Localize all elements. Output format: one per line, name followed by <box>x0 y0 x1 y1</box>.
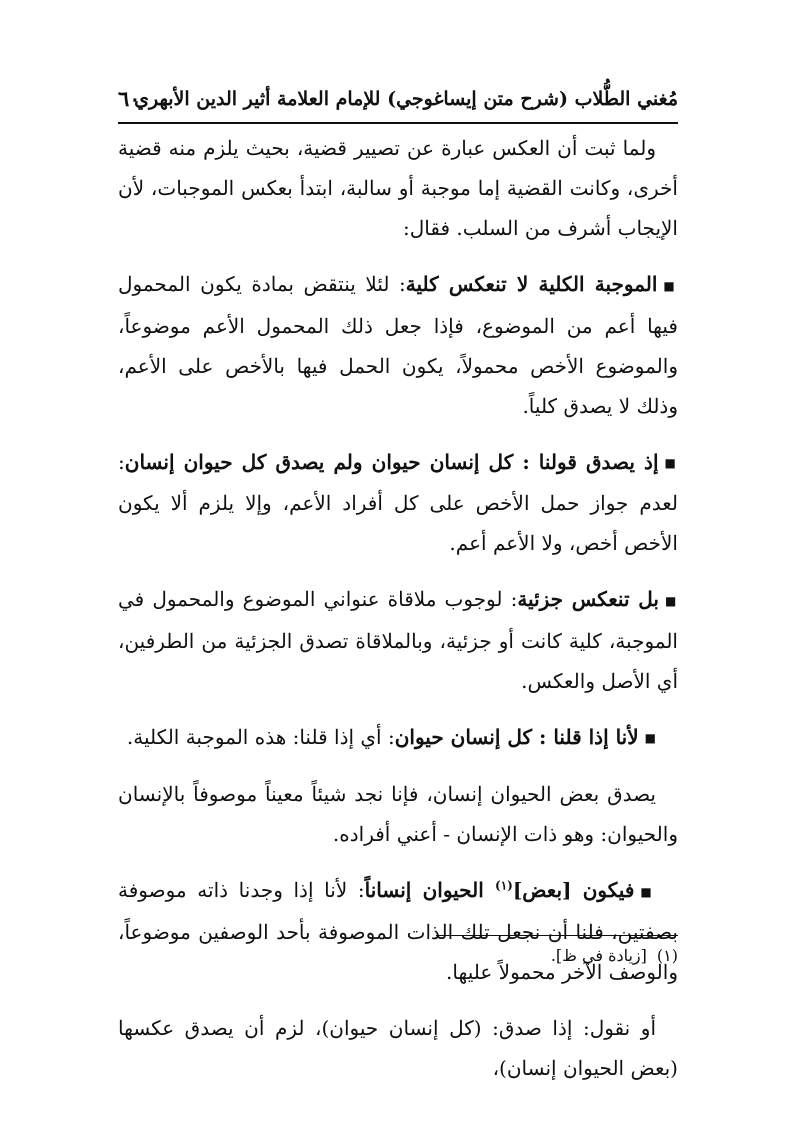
paragraph-plain <box>118 1008 678 1088</box>
footnote <box>278 944 678 968</box>
paragraph-text: : لعدم جواز حمل الأخص على كل أفراد الأعم، وإلا يلزم ألا يكون الأخص أخص، ولا الأعم أعم. <box>118 449 678 555</box>
paragraph-text: : لوجوب ملاقاة عنواني الموضوع والمحمول في الموجبة، كلية كانت أو جزئية، وبالملاقاة تصدق الجزئية من الطرفين، أي الأصل والعكس. <box>118 587 678 693</box>
paragraph-text: ولما ثبت أن العكس عبارة عن تصيير قضية، بحيث يلزم منه قضية أخرى، وكانت القضية إما موجبة أو سالبة، ابتدأ بعكس الموجبات، لأن الإيجاب أشرف من السلب. فقال: <box>118 136 678 240</box>
bullet-square-icon: ■ <box>640 884 657 899</box>
page-number: ٦٠ <box>118 86 141 111</box>
paragraph-commentary <box>118 579 678 701</box>
matn-lemma: الموجبة الكلية لا تنعكس كلية <box>405 272 658 296</box>
paragraph-commentary <box>118 442 678 564</box>
footnote-marker: (١) <box>495 878 513 893</box>
matn-lemma: بل تنعكس جزئية <box>517 587 659 611</box>
paragraph-intro <box>118 128 678 248</box>
paragraph-text: : لئلا ينتقض بمادة يكون المحمول فيها أعم من الموضوع، فإذا جعل ذلك المحمول الأعم موضوعاً، والموضوع الأخص محمولاً، يكون الحمل فيها بالأخص على الأعم، وذلك لا يصدق كلياً. <box>118 272 678 418</box>
matn-lemma-continued: الحيوان إنساناً <box>364 878 495 902</box>
paragraph-commentary <box>118 717 678 759</box>
paragraph-text: : لأنا إذا وجدنا ذاته موصوفة بصفتين، فلنا أن نجعل تلك الذات الموصوفة بأحد الوصفين موضوعاً، والوصف الآخر محمولاً عليها. <box>118 878 678 984</box>
footnote-text: [زيادة في ظ]. <box>550 946 647 965</box>
bullet-square-icon: ■ <box>663 278 678 293</box>
matn-lemma: إذ يصدق قولنا : كل إنسان حيوان ولم يصدق كل حيوان إنسان <box>124 449 659 474</box>
footnote-divider <box>436 935 678 936</box>
bullet-square-icon: ■ <box>644 731 656 745</box>
paragraph-plain <box>118 774 678 854</box>
header-title: مُغني الطُّلاب (شرح متن إيساغوجي) للإمام العلامة أثير الدين الأبهري <box>134 88 678 110</box>
paragraph-commentary <box>118 870 678 992</box>
paragraph-text: أو نقول: إذا صدق: (كل إنسان حيوان)، لزم أن يصدق عكسها (بعض الحيوان إنسان)، <box>118 1015 678 1080</box>
paragraph-text: يصدق بعض الحيوان إنسان، فإنا نجد شيئاً معيناً موصوفاً بالإنسان والحيوان: وهو ذات الإنسان - أعني أفراده. <box>118 782 678 846</box>
bullet-square-icon: ■ <box>664 456 678 470</box>
matn-lemma: فيكون [بعض] <box>512 878 635 902</box>
paragraph-commentary <box>118 264 678 426</box>
footnote-number: (١) <box>656 946 678 965</box>
bullet-square-icon: ■ <box>664 593 679 608</box>
running-header <box>118 82 678 124</box>
matn-lemma: لأنا إذا قلنا : كل إنسان حيوان <box>394 724 639 749</box>
paragraph-text: : أي إذا قلنا: هذه الموجبة الكلية. <box>126 724 395 749</box>
